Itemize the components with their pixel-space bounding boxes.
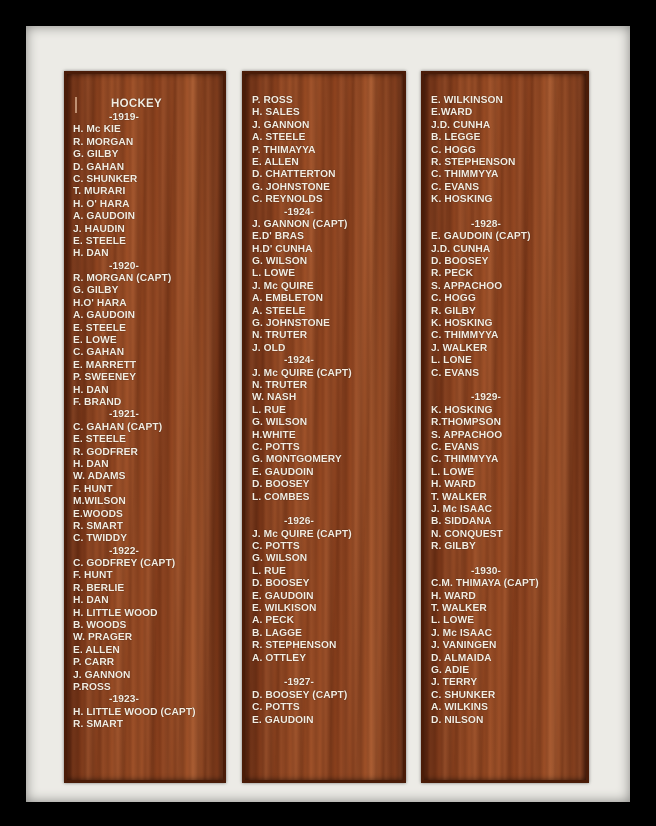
player-name: P. CARR — [73, 657, 115, 669]
player-name: A. EMBLETON — [252, 293, 324, 305]
player-name: B. SIDDANA — [431, 516, 492, 528]
player-name: E. WILKINSON — [431, 95, 503, 106]
player-name: H. DAN — [73, 595, 109, 607]
player-name: P. SWEENEY — [73, 372, 137, 384]
player-name: T. WALKER — [431, 603, 487, 615]
picture-frame — [6, 6, 650, 820]
player-name: D. NILSON — [431, 714, 484, 726]
player-name: C. REYNOLDS — [252, 194, 323, 206]
player-name: R. SMART — [73, 719, 124, 731]
year-heading: -1924- — [284, 206, 315, 218]
player-name: C. SHUNKER — [431, 689, 496, 701]
player-name: G. JOHNSTONE — [252, 318, 330, 330]
player-name: R. GODFRER — [73, 446, 138, 458]
player-name: C. POTTS — [252, 441, 300, 453]
player-name: J.D. CUNHA — [431, 119, 491, 131]
spacer — [252, 665, 403, 677]
player-name: E. LOWE — [73, 335, 117, 347]
player-name: L. RUE — [252, 404, 286, 416]
player-name: C. HOGG — [431, 293, 476, 305]
player-name: H.WHITE — [252, 429, 296, 441]
player-name: G. MONTGOMERY — [252, 454, 342, 466]
player-name: H. LITTLE WOOD (CAPT) — [73, 706, 196, 718]
player-name: R. GILBY — [431, 541, 476, 553]
player-name: L. LOWE — [431, 615, 475, 627]
board-title: HOCKEY — [111, 98, 163, 110]
player-name: R. SMART — [73, 520, 124, 532]
player-name: F. HUNT — [73, 570, 113, 582]
player-name: H. DAN — [73, 458, 109, 470]
player-name: L. LOWE — [431, 466, 475, 478]
player-name: H. LITTLE WOOD — [73, 607, 158, 619]
player-name: C. GODFREY (CAPT) — [73, 558, 176, 570]
year-heading: -1928- — [471, 218, 502, 230]
player-name: S. APPACHOO — [431, 280, 503, 292]
player-name: J. Mc QUIRE (CAPT) — [252, 367, 352, 379]
player-name: J. GANNON — [73, 669, 131, 681]
player-name: C. POTTS — [252, 541, 300, 553]
player-name: A. WILKINS — [431, 702, 489, 714]
year-heading: -1927- — [284, 677, 315, 689]
player-name: C. HOGG — [431, 144, 476, 156]
player-name: H. O' HARA — [73, 198, 130, 210]
player-name: B. LAGGE — [252, 627, 303, 639]
year-heading: -1921- — [109, 409, 140, 421]
photo-mat — [26, 26, 630, 802]
player-name: E. GAUDOIN — [252, 714, 314, 726]
player-name: R. MORGAN — [73, 136, 134, 148]
player-name: H. Mc KIE — [73, 124, 121, 136]
player-name: G. GILBY — [73, 149, 119, 161]
year-heading: -1923- — [109, 694, 140, 706]
player-name: G. GILBY — [73, 285, 119, 297]
player-name: W. NASH — [252, 392, 297, 404]
player-name: N. TRUTER — [252, 330, 308, 342]
player-name: J.D. CUNHA — [431, 243, 491, 255]
player-name: C. POTTS — [252, 702, 300, 714]
player-name: E. STEELE — [73, 434, 126, 446]
player-name: E. WILKISON — [252, 603, 317, 615]
honours-board-left — [64, 71, 226, 783]
player-name: J. VANINGEN — [431, 640, 497, 652]
player-name: G. WILSON — [252, 553, 308, 565]
player-name: D. ALMAIDA — [431, 652, 492, 664]
player-name: L. COMBES — [252, 491, 310, 503]
player-name: H. DAN — [73, 248, 109, 260]
player-name: G. WILSON — [252, 417, 308, 429]
player-name: J. Mc QUIRE (CAPT) — [252, 528, 352, 540]
player-name: W. ADAMS — [73, 471, 126, 483]
player-name: B. LEGGE — [431, 132, 481, 144]
player-name: L. LONE — [431, 355, 472, 367]
player-name: N. CONQUEST — [431, 528, 503, 540]
player-name: C. TWIDDY — [73, 533, 128, 545]
player-name: H. DAN — [73, 384, 109, 396]
player-name: E. GAUDOIN (CAPT) — [431, 231, 531, 243]
player-name: S. APPACHOO — [431, 429, 503, 441]
spacer — [431, 207, 586, 219]
player-name: J. Mc ISAAC — [431, 503, 493, 515]
player-name: J. OLD — [252, 342, 286, 354]
player-name: E. GAUDOIN — [252, 466, 314, 478]
player-name: E. ALLEN — [252, 156, 299, 168]
player-name: B. WOODS — [73, 620, 127, 632]
player-name: J. GANNON (CAPT) — [252, 218, 348, 230]
player-name: L. RUE — [252, 565, 286, 577]
player-name: E. GAUDOIN — [252, 590, 314, 602]
player-name: H.D' CUNHA — [252, 243, 313, 255]
player-name: H.O' HARA — [73, 297, 127, 309]
player-name: E. STEELE — [73, 235, 126, 247]
player-name: M.WILSON — [73, 496, 126, 508]
player-name: A. PECK — [252, 615, 295, 627]
player-name: G. ADIE — [431, 664, 470, 676]
player-name: C. EVANS — [431, 367, 480, 379]
player-name: G. JOHNSTONE — [252, 181, 330, 193]
player-name: A. GAUDOIN — [73, 310, 136, 322]
player-name: E. ALLEN — [73, 644, 120, 656]
player-name: E. MARRETT — [73, 359, 137, 371]
player-name: P.ROSS — [73, 681, 111, 693]
player-name: K. HOSKING — [431, 404, 493, 416]
player-name: W. PRAGER — [73, 632, 133, 644]
player-name: D. BOOSEY — [252, 578, 310, 590]
year-heading: -1929- — [471, 392, 502, 404]
player-name: H. WARD — [431, 479, 476, 491]
player-name: H. SALES — [252, 107, 300, 119]
player-name: T. WALKER — [431, 491, 487, 503]
player-name: T. MURARI — [73, 186, 126, 198]
player-name: E.D' BRAS — [252, 231, 305, 243]
player-name: J. TERRY — [431, 677, 478, 689]
honours-board-middle — [242, 71, 406, 783]
player-name: R. GILBY — [431, 305, 476, 317]
player-name: R. MORGAN (CAPT) — [73, 273, 172, 285]
year-heading: -1930- — [471, 565, 502, 577]
player-name: L. LOWE — [252, 268, 296, 280]
player-name: C. THIMMYYA — [431, 330, 499, 342]
player-name: C. THIMMYYA — [431, 169, 499, 181]
spacer — [252, 504, 403, 516]
player-name: P. ROSS — [252, 95, 293, 106]
player-name: D. GAHAN — [73, 161, 125, 173]
player-name: D. CHATTERTON — [252, 169, 336, 181]
player-name: K. HOSKING — [431, 318, 493, 330]
player-name: D. BOOSEY — [252, 479, 310, 491]
board-column-3 — [424, 74, 586, 727]
player-name: F. HUNT — [73, 483, 113, 495]
player-name: J. WALKER — [431, 342, 488, 354]
board-column-1 — [67, 74, 223, 732]
player-name: N. TRUTER — [252, 379, 308, 391]
player-name: K. HOSKING — [431, 194, 493, 206]
player-name: R. BERLIE — [73, 582, 125, 594]
player-name: C. GAHAN — [73, 347, 125, 359]
year-heading: -1924- — [284, 355, 315, 367]
player-name: J. Mc QUIRE — [252, 280, 314, 292]
player-name: E.WARD — [431, 107, 473, 119]
player-name: G. WILSON — [252, 256, 308, 268]
player-name: J. Mc ISAAC — [431, 627, 493, 639]
player-name: H. WARD — [431, 590, 476, 602]
player-name: C.M. THIMAYA (CAPT) — [431, 578, 539, 590]
player-name: A. OTTLEY — [252, 652, 307, 664]
year-heading: -1919- — [109, 112, 140, 123]
player-name: C. EVANS — [431, 181, 480, 193]
player-name: P. THIMAYYA — [252, 144, 316, 156]
year-heading: -1920- — [109, 260, 140, 272]
year-heading: -1922- — [109, 545, 140, 557]
year-heading: -1926- — [284, 516, 315, 528]
player-name: D. BOOSEY — [431, 256, 489, 268]
player-name: J. GANNON — [252, 119, 310, 131]
player-name: R.THOMPSON — [431, 417, 502, 429]
player-name: E.WOODS — [73, 508, 123, 520]
player-name: C. THIMMYYA — [431, 454, 499, 466]
spacer — [431, 553, 586, 565]
player-name: C. GAHAN (CAPT) — [73, 421, 163, 433]
player-name: F. BRAND — [73, 396, 122, 408]
player-name: D. BOOSEY (CAPT) — [252, 689, 348, 701]
player-name: A. GAUDOIN — [73, 211, 136, 223]
honours-board-right — [421, 71, 589, 783]
player-name: A. STEELE — [252, 132, 306, 144]
player-name: E. STEELE — [73, 322, 126, 334]
player-name: R. PECK — [431, 268, 474, 280]
player-name: J. HAUDIN — [73, 223, 125, 235]
spacer — [431, 380, 586, 392]
player-name: C. EVANS — [431, 441, 480, 453]
player-name: R. STEPHENSON — [252, 640, 337, 652]
player-name: A. STEELE — [252, 305, 306, 317]
board-column-2 — [245, 74, 403, 727]
player-name: R. STEPHENSON — [431, 156, 516, 168]
player-name: C. SHUNKER — [73, 173, 138, 185]
